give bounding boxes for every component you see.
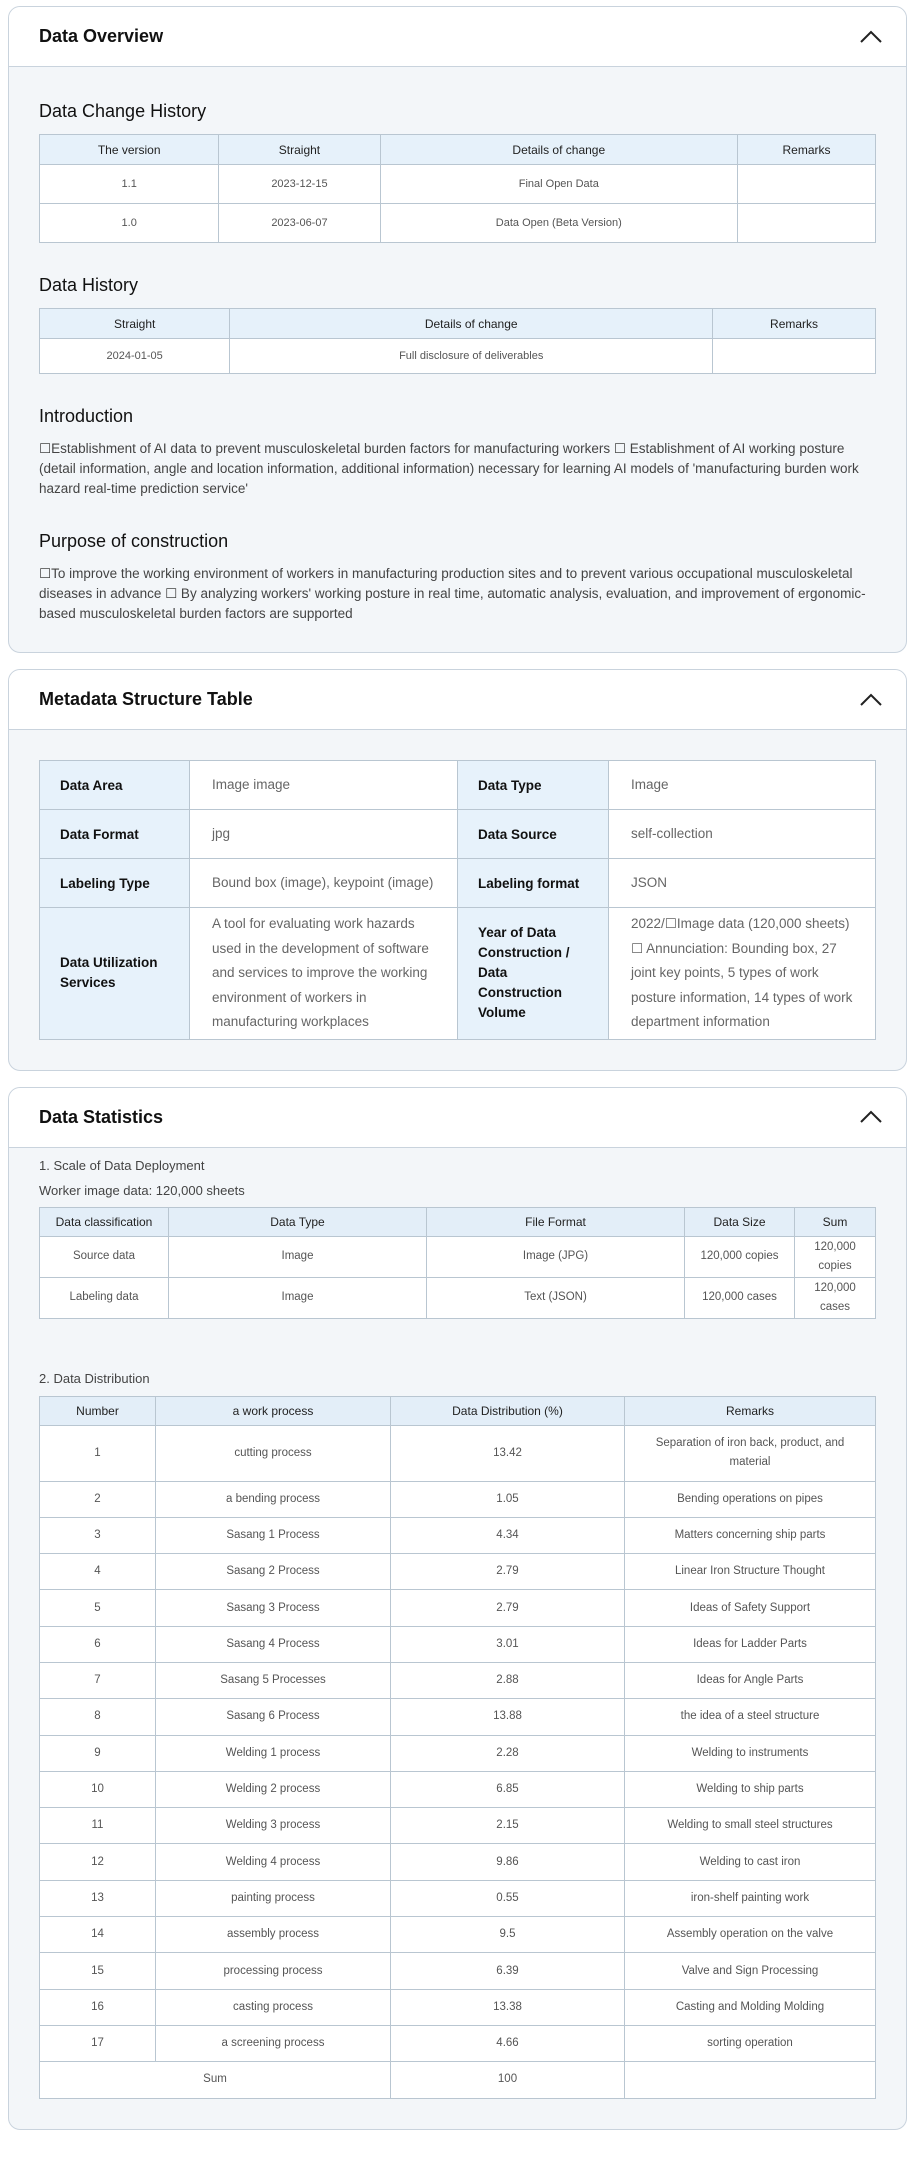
table-cell: 9.5 xyxy=(391,1917,625,1953)
table-cell: cutting process xyxy=(156,1425,391,1481)
table-cell: 13.42 xyxy=(391,1425,625,1481)
table-cell: Image xyxy=(169,1277,427,1318)
table-cell: Sasang 5 Processes xyxy=(156,1662,391,1698)
column-header: Straight xyxy=(40,309,230,339)
table-row xyxy=(40,204,876,243)
metadata-key: Data Area xyxy=(40,761,190,810)
metadata-value: Image xyxy=(609,761,876,810)
table-row xyxy=(40,1590,876,1626)
table-row xyxy=(40,165,876,204)
data-history-table xyxy=(39,308,876,374)
scale-heading: 1. Scale of Data Deployment xyxy=(39,1157,205,1173)
table-row xyxy=(40,1554,876,1590)
column-header: Data Distribution (%) xyxy=(391,1396,625,1425)
column-header: Remarks xyxy=(738,135,876,165)
metadata-value: Image image xyxy=(190,761,458,810)
sum-value: 100 xyxy=(391,2062,625,2098)
section-heading: Introduction xyxy=(39,406,134,426)
metadata-table xyxy=(39,760,876,1040)
table-cell xyxy=(738,165,876,204)
table-cell: Matters concerning ship parts xyxy=(625,1517,876,1553)
table-row xyxy=(40,1844,876,1880)
table-cell: Assembly operation on the valve xyxy=(625,1917,876,1953)
change-history-table xyxy=(39,134,876,243)
data-overview-panel xyxy=(8,6,907,653)
table-cell: 1.0 xyxy=(40,204,219,243)
table-cell: 2 xyxy=(40,1481,156,1517)
distribution-heading: 2. Data Distribution xyxy=(39,1370,150,1386)
table-cell: casting process xyxy=(156,1989,391,2025)
table-cell: Linear Iron Structure Thought xyxy=(625,1554,876,1590)
column-header: Details of change xyxy=(230,309,713,339)
column-header: Data classification xyxy=(40,1207,169,1236)
metadata-row xyxy=(40,908,876,1040)
table-cell: assembly process xyxy=(156,1917,391,1953)
table-cell: 2023-06-07 xyxy=(219,204,380,243)
table-cell: Welding to ship parts xyxy=(625,1771,876,1807)
table-cell: 8 xyxy=(40,1699,156,1735)
chevron-up-icon[interactable] xyxy=(858,687,884,713)
table-cell: Separation of iron back, product, and material xyxy=(625,1425,876,1481)
metadata-value: Bound box (image), keypoint (image) xyxy=(190,859,458,908)
distribution-table xyxy=(39,1396,876,2099)
table-cell: Sasang 3 Process xyxy=(156,1590,391,1626)
table-cell: Final Open Data xyxy=(380,165,737,204)
table-cell: 15 xyxy=(40,1953,156,1989)
table-cell: 13.88 xyxy=(391,1699,625,1735)
metadata-key: Labeling format xyxy=(458,859,609,908)
table-cell: Sasang 2 Process xyxy=(156,1554,391,1590)
table-cell: Welding to cast iron xyxy=(625,1844,876,1880)
table-cell: 6.85 xyxy=(391,1771,625,1807)
chevron-up-icon[interactable] xyxy=(858,1104,884,1130)
table-cell: 9 xyxy=(40,1735,156,1771)
table-cell: a screening process xyxy=(156,2025,391,2061)
table-cell: Welding 4 process xyxy=(156,1844,391,1880)
column-header: File Format xyxy=(427,1207,685,1236)
column-header: Data Type xyxy=(169,1207,427,1236)
table-cell: Casting and Molding Molding xyxy=(625,1989,876,2025)
table-cell: 6 xyxy=(40,1626,156,1662)
table-cell: Sasang 1 Process xyxy=(156,1517,391,1553)
table-row xyxy=(40,1953,876,1989)
table-cell: Ideas for Angle Parts xyxy=(625,1662,876,1698)
table-cell: 5 xyxy=(40,1590,156,1626)
table-cell: processing process xyxy=(156,1953,391,1989)
table-cell: Ideas for Ladder Parts xyxy=(625,1626,876,1662)
table-cell: 3 xyxy=(40,1517,156,1553)
column-header: Number xyxy=(40,1396,156,1425)
table-cell: 9.86 xyxy=(391,1844,625,1880)
metadata-key: Year of Data Construction / Data Construction Volume xyxy=(458,908,609,1040)
table-cell: 7 xyxy=(40,1662,156,1698)
section-heading: Data Change History xyxy=(39,101,207,121)
table-row xyxy=(40,339,876,374)
table-cell: Bending operations on pipes xyxy=(625,1481,876,1517)
data-statistics-header[interactable] xyxy=(9,1088,906,1148)
sum-remarks xyxy=(625,2062,876,2098)
table-cell: sorting operation xyxy=(625,2025,876,2061)
metadata-key: Data Utilization Services xyxy=(40,908,190,1040)
table-cell: Welding to small steel structures xyxy=(625,1808,876,1844)
table-cell: Labeling data xyxy=(40,1277,169,1318)
table-row xyxy=(40,1626,876,1662)
table-cell: Image xyxy=(169,1236,427,1277)
metadata-row xyxy=(40,810,876,859)
table-cell: 120,000 copies xyxy=(685,1236,795,1277)
section-heading: Purpose of construction xyxy=(39,531,229,551)
table-cell: 4.34 xyxy=(391,1517,625,1553)
column-header: Details of change xyxy=(380,135,737,165)
metadata-value: 2022/☐Image data (120,000 sheets) ☐ Annunciation: Bounding box, 27 joint key points, 5 types of work posture information, 14 types of work department information xyxy=(609,908,876,1040)
table-cell: 13.38 xyxy=(391,1989,625,2025)
table-row xyxy=(40,1699,876,1735)
table-cell: Image (JPG) xyxy=(427,1236,685,1277)
column-header: Straight xyxy=(219,135,380,165)
table-cell: 6.39 xyxy=(391,1953,625,1989)
data-overview-header[interactable] xyxy=(9,7,906,67)
column-header: The version xyxy=(40,135,219,165)
table-row xyxy=(40,1662,876,1698)
metadata-row xyxy=(40,859,876,908)
table-cell: Full disclosure of deliverables xyxy=(230,339,713,374)
metadata-panel xyxy=(8,669,907,1071)
table-cell: 4 xyxy=(40,1554,156,1590)
metadata-key: Labeling Type xyxy=(40,859,190,908)
table-cell: Source data xyxy=(40,1236,169,1277)
panel-title: Data Statistics xyxy=(39,1106,164,1127)
table-cell: 2.15 xyxy=(391,1808,625,1844)
table-row xyxy=(40,1771,876,1807)
table-cell: Sasang 4 Process xyxy=(156,1626,391,1662)
table-row xyxy=(40,1277,876,1318)
introduction-text: ☐Establishment of AI data to prevent musculoskeletal burden factors for manufacturing workers ☐ Establishment of AI working posture (detail information, angle and location information, additional information) necessary for learning AI models of 'manufacturing burden work hazard real-time prediction service' xyxy=(39,441,859,496)
table-cell: the idea of a steel structure xyxy=(625,1699,876,1735)
table-cell: 10 xyxy=(40,1771,156,1807)
table-cell: 1.1 xyxy=(40,165,219,204)
table-cell: 3.01 xyxy=(391,1626,625,1662)
table-cell: 2.79 xyxy=(391,1554,625,1590)
table-row xyxy=(40,1989,876,2025)
metadata-key: Data Source xyxy=(458,810,609,859)
table-cell: 2023-12-15 xyxy=(219,165,380,204)
table-cell: 2.28 xyxy=(391,1735,625,1771)
column-header: a work process xyxy=(156,1396,391,1425)
table-row xyxy=(40,1481,876,1517)
scale-table xyxy=(39,1207,876,1319)
table-row xyxy=(40,1917,876,1953)
table-row xyxy=(40,1425,876,1481)
table-cell: 120,000 cases xyxy=(685,1277,795,1318)
panel-title: Data Overview xyxy=(39,26,164,46)
table-cell: Data Open (Beta Version) xyxy=(380,204,737,243)
column-header: Data Size xyxy=(685,1207,795,1236)
chevron-up-icon[interactable] xyxy=(858,24,884,50)
data-statistics-panel xyxy=(8,1087,907,2130)
table-cell: 12 xyxy=(40,1844,156,1880)
table-cell: Valve and Sign Processing xyxy=(625,1953,876,1989)
table-row xyxy=(40,1880,876,1916)
sum-label: Sum xyxy=(40,2062,391,2098)
purpose-text: ☐To improve the working environment of workers in manufacturing production sites and to prevent various occupational musculoskeletal diseases in advance ☐ By analyzing workers' working posture in real time, automatic analysis, evaluation, and improvement of ergonomic-based musculoskeletal burden factors are supported xyxy=(39,566,866,621)
table-cell: 13 xyxy=(40,1880,156,1916)
metadata-value: A tool for evaluating work hazards used in the development of software and services to improve the working environment of workers in manufacturing workplaces xyxy=(190,908,458,1040)
metadata-key: Data Format xyxy=(40,810,190,859)
sum-row xyxy=(40,2062,876,2098)
table-cell: 120,000 copies xyxy=(795,1236,876,1277)
table-cell: a bending process xyxy=(156,1481,391,1517)
table-cell: 120,000 cases xyxy=(795,1277,876,1318)
metadata-key: Data Type xyxy=(458,761,609,810)
table-row xyxy=(40,1735,876,1771)
metadata-value: self-collection xyxy=(609,810,876,859)
table-cell: 1 xyxy=(40,1425,156,1481)
table-cell: 2.79 xyxy=(391,1590,625,1626)
table-cell xyxy=(713,339,876,374)
table-cell: iron-shelf painting work xyxy=(625,1880,876,1916)
table-row xyxy=(40,1236,876,1277)
table-row xyxy=(40,2025,876,2061)
table-cell: Text (JSON) xyxy=(427,1277,685,1318)
metadata-value: jpg xyxy=(190,810,458,859)
metadata-value: JSON xyxy=(609,859,876,908)
table-cell: 17 xyxy=(40,2025,156,2061)
scale-subheading: Worker image data: 120,000 sheets xyxy=(39,1182,245,1198)
table-cell: 2024-01-05 xyxy=(40,339,230,374)
table-row xyxy=(40,1517,876,1553)
table-cell: 11 xyxy=(40,1808,156,1844)
table-cell: Ideas of Safety Support xyxy=(625,1590,876,1626)
column-header: Remarks xyxy=(625,1396,876,1425)
table-cell: Sasang 6 Process xyxy=(156,1699,391,1735)
table-cell: 14 xyxy=(40,1917,156,1953)
table-cell: 4.66 xyxy=(391,2025,625,2061)
table-cell: Welding 1 process xyxy=(156,1735,391,1771)
table-cell: Welding 3 process xyxy=(156,1808,391,1844)
table-cell: 0.55 xyxy=(391,1880,625,1916)
panel-title: Metadata Structure Table xyxy=(39,689,253,709)
section-heading: Data History xyxy=(39,275,139,295)
metadata-row xyxy=(40,761,876,810)
table-cell: painting process xyxy=(156,1880,391,1916)
table-row xyxy=(40,1808,876,1844)
column-header: Remarks xyxy=(713,309,876,339)
metadata-header[interactable] xyxy=(9,670,906,730)
table-cell: Welding to instruments xyxy=(625,1735,876,1771)
column-header: Sum xyxy=(795,1207,876,1236)
table-cell: 16 xyxy=(40,1989,156,2025)
table-cell: 1.05 xyxy=(391,1481,625,1517)
table-cell: Welding 2 process xyxy=(156,1771,391,1807)
table-cell: 2.88 xyxy=(391,1662,625,1698)
table-cell xyxy=(738,204,876,243)
